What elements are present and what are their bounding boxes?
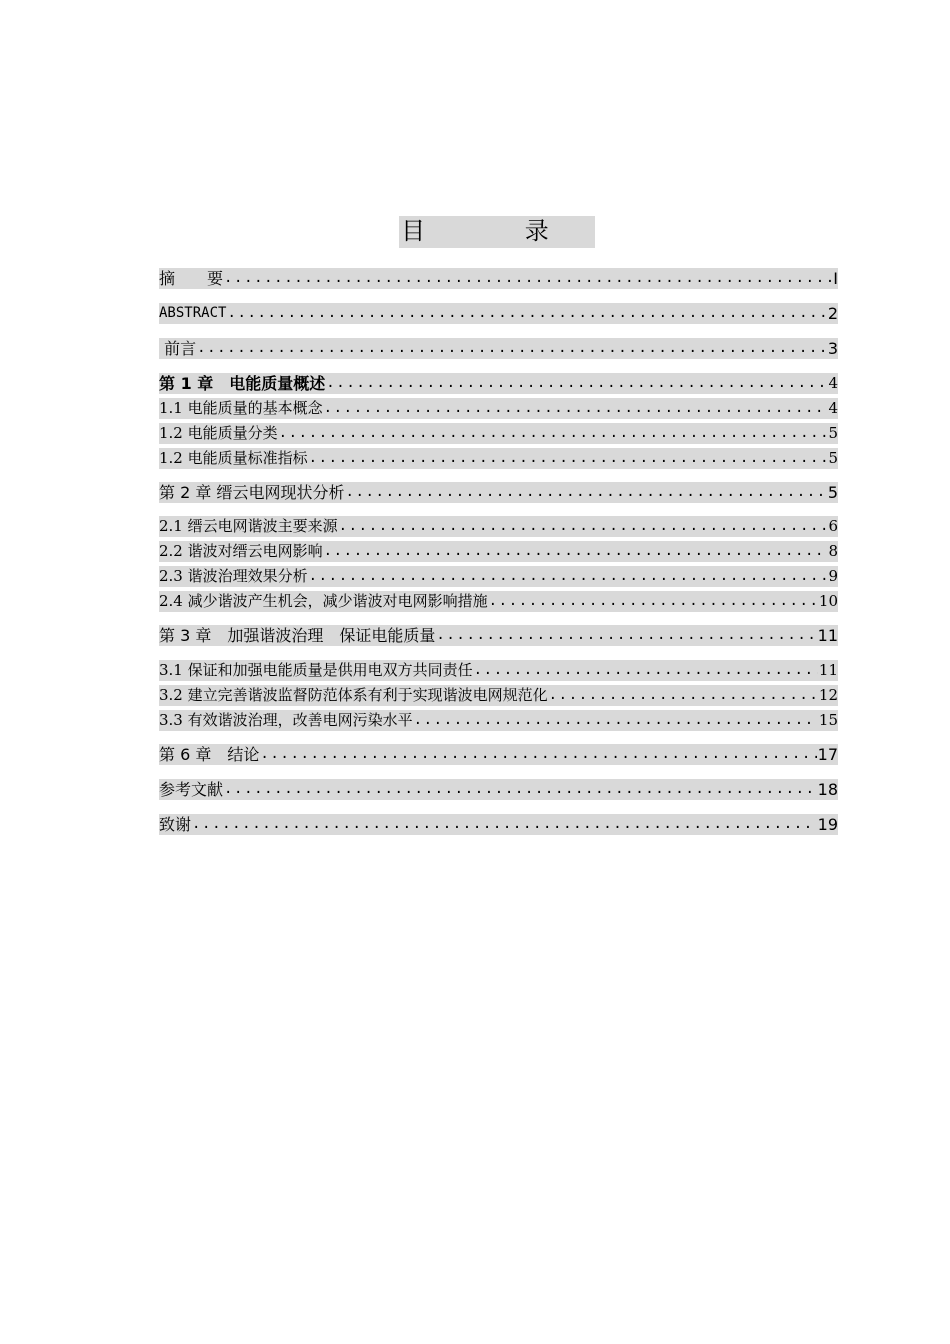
toc-entry-abstract-en[interactable] (159, 303, 838, 324)
leader-dots (279, 423, 828, 444)
toc-entry-page: 9 (828, 567, 838, 585)
toc-entry-1-1[interactable] (159, 398, 838, 419)
toc-entry-3-1[interactable] (159, 660, 838, 681)
toc-entry-label: 3.1 保证和加强电能质量是供用电双方共同责任 (159, 661, 473, 679)
toc-entry-page: 10 (818, 592, 838, 610)
toc-entry-2-1[interactable] (159, 516, 838, 537)
leader-dots (324, 541, 828, 562)
leader-dots (474, 660, 818, 681)
leader-dots (489, 591, 818, 612)
leader-dots (309, 448, 828, 469)
toc-entry-page: 8 (828, 542, 838, 560)
leader-dots (309, 566, 828, 587)
toc-entry-2-2[interactable] (159, 541, 838, 562)
leader-dots (324, 398, 828, 419)
toc-entry-label: 第 3 章 加强谐波治理 保证电能质量 (159, 626, 436, 645)
leader-dots (414, 710, 818, 731)
toc-entry-label: 3.2 建立完善谐波监督防范体系有利于实现谐波电网规范化 (159, 686, 548, 704)
toc-entry-page: 4 (828, 399, 838, 417)
toc-entry-label: 2.1 缙云电网谐波主要来源 (159, 517, 338, 535)
toc-entry-3-3[interactable] (159, 710, 838, 731)
toc-entry-1-3[interactable] (159, 448, 838, 469)
toc-entry-label: 1.2 电能质量分类 (159, 424, 278, 442)
toc-entry-label: 参考文献 (159, 780, 224, 799)
leader-dots (224, 779, 817, 800)
toc-entry-2-4[interactable] (159, 591, 838, 612)
toc-entry-label: 第 1 章 电能质量概述 (159, 374, 326, 393)
toc-entry-2-3[interactable] (159, 566, 838, 587)
toc-entry-page: 5 (828, 449, 838, 467)
toc-entry-page: 12 (818, 686, 838, 704)
toc-entry-label: 1.1 电能质量的基本概念 (159, 399, 323, 417)
toc-entry-page: 3 (827, 339, 838, 358)
leader-dots (436, 625, 816, 646)
toc-entry-label: 摘 要 (159, 269, 224, 288)
toc-entry-label: 致谢 (159, 815, 192, 834)
leader-dots (260, 744, 816, 765)
toc-entry-page: 15 (818, 711, 838, 729)
toc-title: 目 录 (399, 216, 595, 248)
toc-entry-page: 17 (817, 745, 838, 764)
leader-dots (326, 373, 827, 394)
toc-entry-preface[interactable] (159, 338, 838, 359)
leader-dots (345, 482, 826, 503)
toc-entry-acknowledgements[interactable] (159, 814, 838, 835)
toc-entry-page: 18 (817, 780, 838, 799)
toc-entry-page: 6 (828, 517, 838, 535)
toc-entry-label: ABSTRACT (159, 305, 227, 321)
toc-entry-page: 11 (818, 661, 838, 679)
leader-dots (227, 303, 826, 324)
toc-entry-page: 4 (828, 374, 838, 392)
page-title (0, 216, 950, 248)
leader-dots (224, 268, 832, 289)
toc-entry-chapter-2[interactable] (159, 482, 838, 503)
toc-entry-label: 2.4 减少谐波产生机会，减少谐波对电网影响措施 (159, 592, 488, 610)
toc-entry-abstract-cn[interactable] (159, 268, 838, 289)
toc-entry-label: 3.3 有效谐波治理，改善电网污染水平 (159, 711, 413, 729)
toc-entry-chapter-3[interactable] (159, 625, 838, 646)
toc-entry-label: 1.2 电能质量标准指标 (159, 449, 308, 467)
leader-dots (339, 516, 828, 537)
toc-entry-chapter-1[interactable] (159, 373, 838, 394)
toc-entry-page: 19 (817, 815, 838, 834)
leader-dots (549, 685, 818, 706)
leader-dots (192, 814, 817, 835)
toc-entry-label: 前言 (159, 339, 197, 358)
toc-entry-label: 第 6 章 结论 (159, 745, 260, 764)
toc-entry-references[interactable] (159, 779, 838, 800)
toc-entry-label: 第 2 章 缙云电网现状分析 (159, 483, 345, 502)
toc-entry-label: 2.2 谐波对缙云电网影响 (159, 542, 323, 560)
toc-entry-page: 5 (828, 424, 838, 442)
toc-entry-page: 2 (827, 304, 838, 323)
toc-entry-page: I (833, 269, 838, 288)
toc-entry-label: 2.3 谐波治理效果分析 (159, 567, 308, 585)
toc-entry-page: 11 (817, 626, 838, 645)
toc-entry-page: 5 (827, 483, 838, 502)
toc-entry-1-2[interactable] (159, 423, 838, 444)
leader-dots (197, 338, 827, 359)
toc-entry-3-2[interactable] (159, 685, 838, 706)
toc-entry-chapter-6[interactable] (159, 744, 838, 765)
